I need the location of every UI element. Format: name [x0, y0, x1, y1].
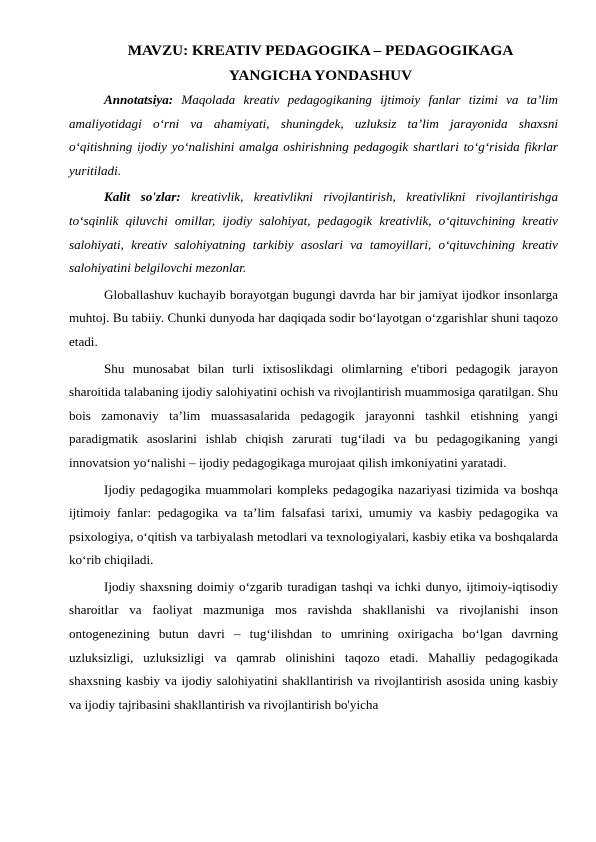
body-paragraph-3: Ijodiy pedagogika muammolari kompleks pedagogika nazariyasi tizimida va boshqa ijtimoiy fanlar: pedagogika va ta’lim falsafasi tarixi, umumiy va kasbiy pedagogika va psixologiya, o‘qitish va tarbiyalash metodlari va texnologiyalari, kasbiy etika va boshqalarda ko‘rib chiqiladi. [69, 481, 558, 568]
keywords-paragraph [69, 185, 558, 279]
document-page [69, 38, 558, 716]
keywords-lead: Kalit so'zlar: [104, 189, 181, 205]
annotation-text: Maqolada kreativ pedagogikaning ijtimoiy fanlar tizimi va ta’lim amaliyotidagi o‘rni va ahamiyati, shuningdek, uzluksiz ta’lim jarayonida shaxsni o‘qitishning ijodiy yo‘nalishini amalga oshirishning pedagogik shartlari to‘g‘risida fikrlar yuritiladi. [69, 92, 558, 178]
annotation-paragraph [69, 88, 558, 182]
title-line-1: MAVZU: KREATIV PEDAGOGIKA – PEDAGOGIKAGA [127, 42, 514, 59]
title-line-2: YANGICHA YONDASHUV [228, 67, 413, 84]
annotation-lead: Annotatsiya: [104, 92, 174, 107]
body-paragraph-2: Shu munosabat bilan turli ixtisoslikdagi olimlarning e'tibori pedagogik jarayon sharoitida talabaning ijodiy salohiyatini ochish va rivojlantirish muammosiga qaratilgan. Shu bois zamonaviy ta’lim muassasalarida pedagogik jarayonni tashkil etishning yangi paradigmatik asoslarini ishlab chiqish zarurati tug‘iladi va bu pedagogikaning yangi innovatsion yo‘nalishi – ijodiy pedagogikaga murojaat qilish imkoniyatini yaratadi. [69, 360, 558, 470]
body-paragraph-4: Ijodiy shaxsning doimiy o‘zgarib turadigan tashqi va ichki dunyo, ijtimoiy-iqtisodiy sharoitlar va faoliyat mazmuniga mos ravishda shakllanishi va rivojlanishi inson ontogenezining butun davri – tug‘ilishdan to umrining oxirigacha bo‘lgan davrning uzluksizligi, uzluksizligi va qamrab olinishini taqozo etadi. Mahalliy pedagogikada shaxsning kasbiy va ijodiy salohiyatini shakllantirish va rivojlantirish asosida uning kasbiy va ijodiy tajribasini shakllantirish va rivojlantirish bo'yicha [69, 578, 558, 712]
body-paragraph-1: Globallashuv kuchayib borayotgan bugungi davrda har bir jamiyat ijodkor insonlarga muhtoj. Bu tabiiy. Chunki dunyoda har daqiqada sodir bo‘layotgan o‘zgarishlar shuni taqozo etadi. [69, 286, 558, 349]
article-title [69, 38, 558, 88]
keywords-text: kreativlik, kreativlikni rivojlantirish, kreativlikni rivojlantirishga to‘sqinlik qiluvchi omillar, ijodiy salohiyat, pedagogik kreativlik, o‘qituvchining kreativ salohiyati, kreativ salohiyatning tarkibiy asoslari va tamoyillari, o‘qituvchining kreativ salohiyatini belgilovchi mezonlar. [69, 189, 559, 276]
